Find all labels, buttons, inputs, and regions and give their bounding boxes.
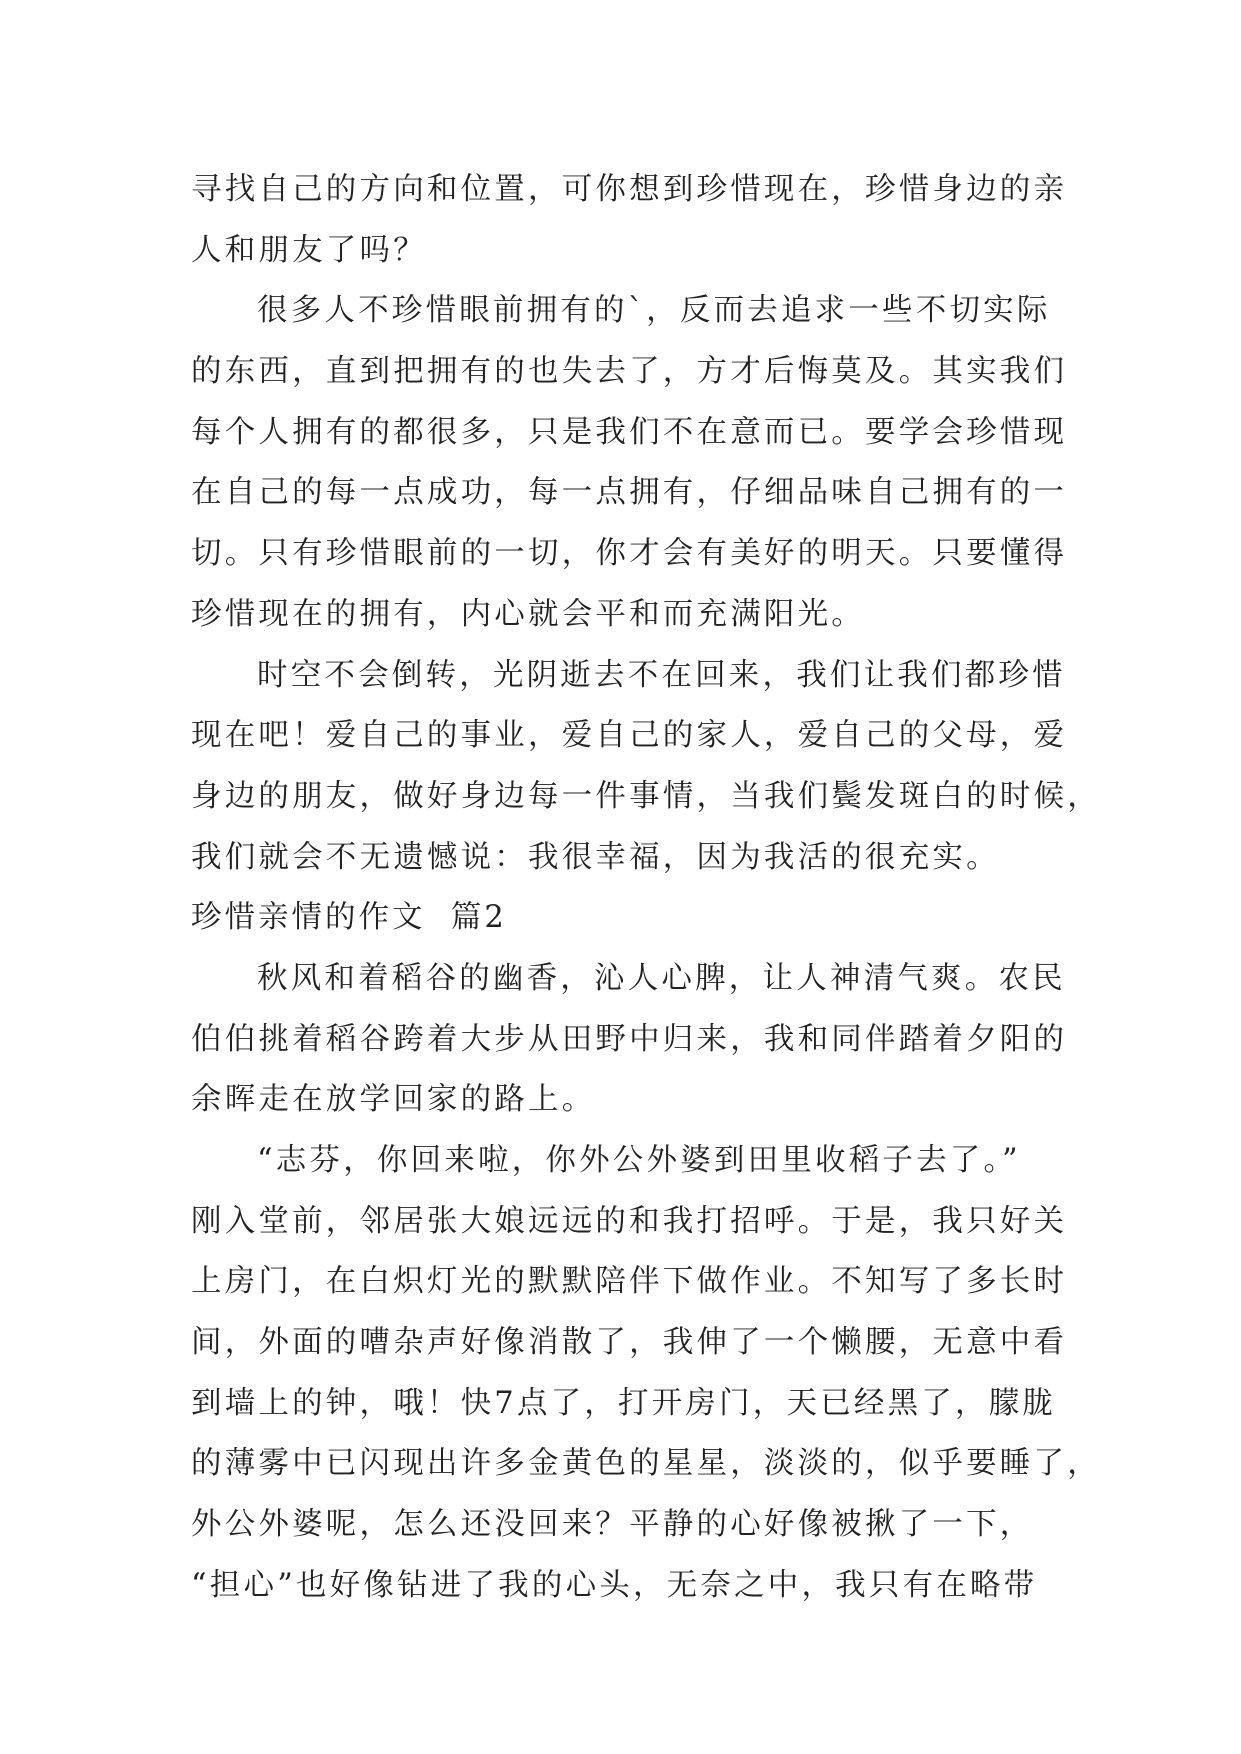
text-line: 外公外婆呢，怎么还没回来？平静的心好像被揪了一下，: [191, 1507, 1034, 1543]
text-line: 切。只有珍惜眼前的一切，你才会有美好的明天。只要懂得: [191, 536, 1068, 572]
section-heading: 珍惜亲情的作文 篇2: [191, 900, 507, 936]
text-line: 寻找自己的方向和位置，可你想到珍惜现在，珍惜身边的亲: [191, 172, 1068, 207]
text-line: 很多人不珍惜眼前拥有的`，反而去追求一些不切实际: [257, 293, 1051, 329]
text-line: 刚入堂前，邻居张大娘远远的和我打招呼。于是，我只好关: [191, 1203, 1068, 1239]
text-line: 余晖走在放学回家的路上。: [191, 1082, 596, 1118]
text-line: 我们就会不无遗憾说：我很幸福，因为我活的很充实。: [191, 839, 1000, 875]
text-line: “担心”也好像钻进了我的心头，无奈之中，我只有在略带: [191, 1567, 1038, 1603]
text-line: 在自己的每一点成功，每一点拥有，仔细品味自己拥有的一: [191, 475, 1068, 511]
document-body: [191, 160, 1101, 1617]
text-line: 时空不会倒转，光阴逝去不在回来，我们让我们都珍惜: [257, 657, 1066, 693]
text-line: 每个人拥有的都很多，只是我们不在意而已。要学会珍惜现: [191, 414, 1068, 450]
text-line: 的薄雾中已闪现出许多金黄色的星星，淡淡的，似乎要睡了，: [191, 1446, 1101, 1482]
text-line: 伯伯挑着稻谷跨着大步从田野中归来，我和同伴踏着夕阳的: [191, 1021, 1068, 1057]
text-line: 的东西，直到把拥有的也失去了，方才后悔莫及。其实我们: [191, 354, 1068, 390]
text-line: 到墙上的钟，哦！快7点了，打开房门，天已经黑了，朦胧: [191, 1385, 1057, 1421]
text-line: 人和朋友了吗？: [191, 232, 427, 268]
text-line: 秋风和着稻谷的幽香，沁人心脾，让人神清气爽。农民: [257, 960, 1066, 996]
text-line: 珍惜现在的拥有，内心就会平和而充满阳光。: [191, 596, 865, 632]
text-line: 身边的朋友，做好身边每一件事情，当我们鬓发斑白的时候，: [191, 778, 1101, 814]
text-line: “志芬，你回来啦，你外公外婆到田里收稻子去了。”: [257, 1143, 1021, 1178]
text-line: 上房门，在白炽灯光的默默陪伴下做作业。不知写了多长时: [191, 1264, 1068, 1300]
text-line: 间，外面的嘈杂声好像消散了，我伸了一个懒腰，无意中看: [191, 1325, 1068, 1361]
text-line: 现在吧！爱自己的事业，爱自己的家人，爱自己的父母，爱: [191, 718, 1068, 754]
